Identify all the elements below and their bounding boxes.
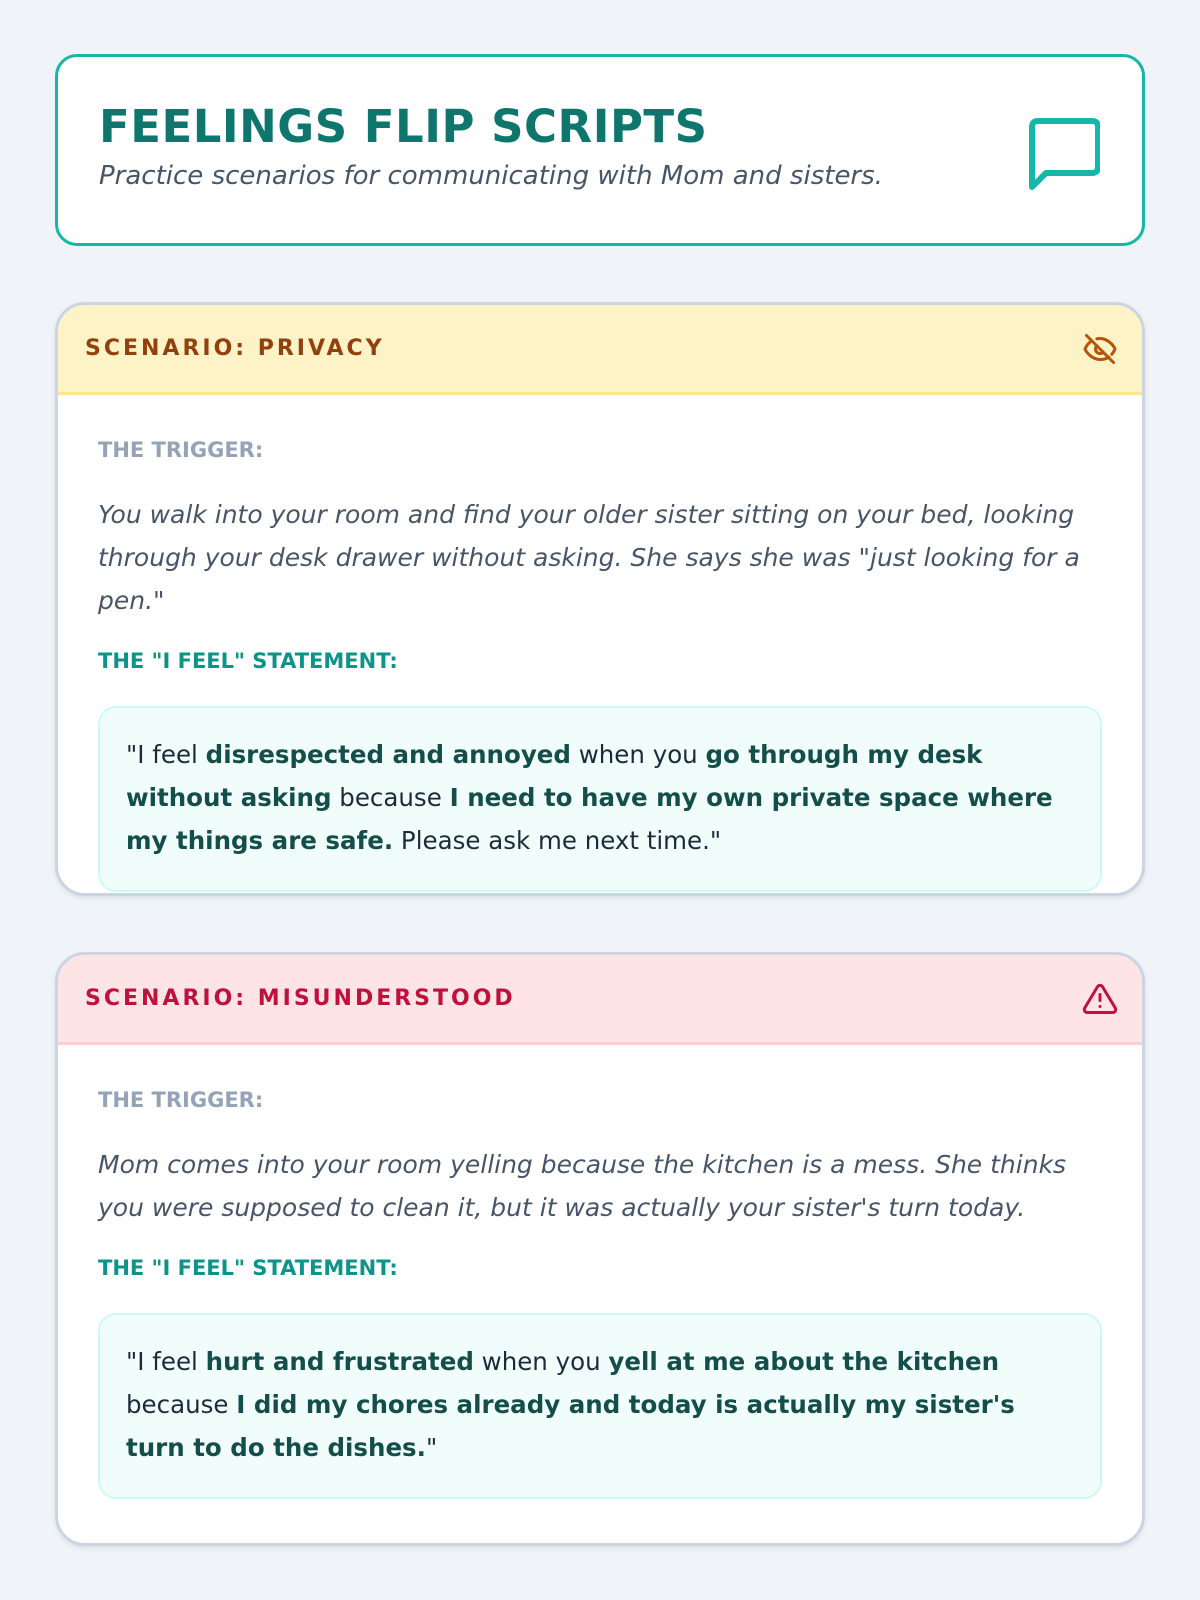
header-card: [55, 54, 1145, 246]
trigger-label: THE TRIGGER:: [98, 1088, 264, 1112]
page-subtitle: Practice scenarios for communicating with Mom and sisters.: [99, 161, 883, 191]
feel-text: ": [425, 1433, 438, 1462]
scenario-card-misunderstood: [55, 952, 1145, 1546]
feel-text: because: [126, 1390, 237, 1419]
feel-action: yell at me about the kitchen: [608, 1347, 1000, 1376]
feel-statement-box: [98, 1313, 1102, 1499]
feel-text: Please ask me next time.": [393, 826, 722, 855]
feel-reason: I did my chores already and today is actually my sister's turn to do the dishes.: [126, 1390, 1015, 1462]
feel-text: when you: [473, 1347, 609, 1376]
trigger-text: Mom comes into your room yelling because the kitchen is a mess. She thinks you were supposed to clean it, but it was actually your sister's turn today.: [98, 1150, 1067, 1222]
scenario-body: [58, 1045, 1142, 1499]
trigger-text: You walk into your room and find your older sister sitting on your bed, looking through your desk drawer without asking. She says she was "just looking for a pen.": [98, 500, 1080, 615]
scenario-title: SCENARIO: PRIVACY: [85, 336, 385, 361]
alert-triangle-icon: [1082, 981, 1118, 1017]
scenario-body: [58, 395, 1142, 892]
scenario-card-privacy: [55, 302, 1145, 896]
feel-reason: I need to have my own private space where my things are safe.: [126, 783, 1053, 855]
feel-action: go through my desk without asking: [126, 740, 983, 812]
page-title: FEELINGS FLIP SCRIPTS: [99, 100, 708, 153]
feel-text: "I feel: [126, 1347, 206, 1376]
feel-emotion: hurt and frustrated: [205, 1347, 474, 1376]
feel-text: because: [331, 783, 450, 812]
feel-statement-box: [98, 706, 1102, 892]
eye-off-icon: [1082, 331, 1118, 367]
scenario-header: [58, 305, 1142, 395]
message-square-icon: [1024, 117, 1100, 191]
feel-statement-label: THE "I FEEL" STATEMENT:: [98, 1256, 398, 1280]
feel-statement-label: THE "I FEEL" STATEMENT:: [98, 649, 398, 673]
scenario-header: [58, 955, 1142, 1045]
feel-emotion: disrespected and annoyed: [205, 740, 571, 769]
trigger-label: THE TRIGGER:: [98, 438, 264, 462]
scenario-title: SCENARIO: MISUNDERSTOOD: [85, 986, 516, 1011]
feel-text: when you: [570, 740, 706, 769]
feel-text: "I feel: [126, 740, 206, 769]
